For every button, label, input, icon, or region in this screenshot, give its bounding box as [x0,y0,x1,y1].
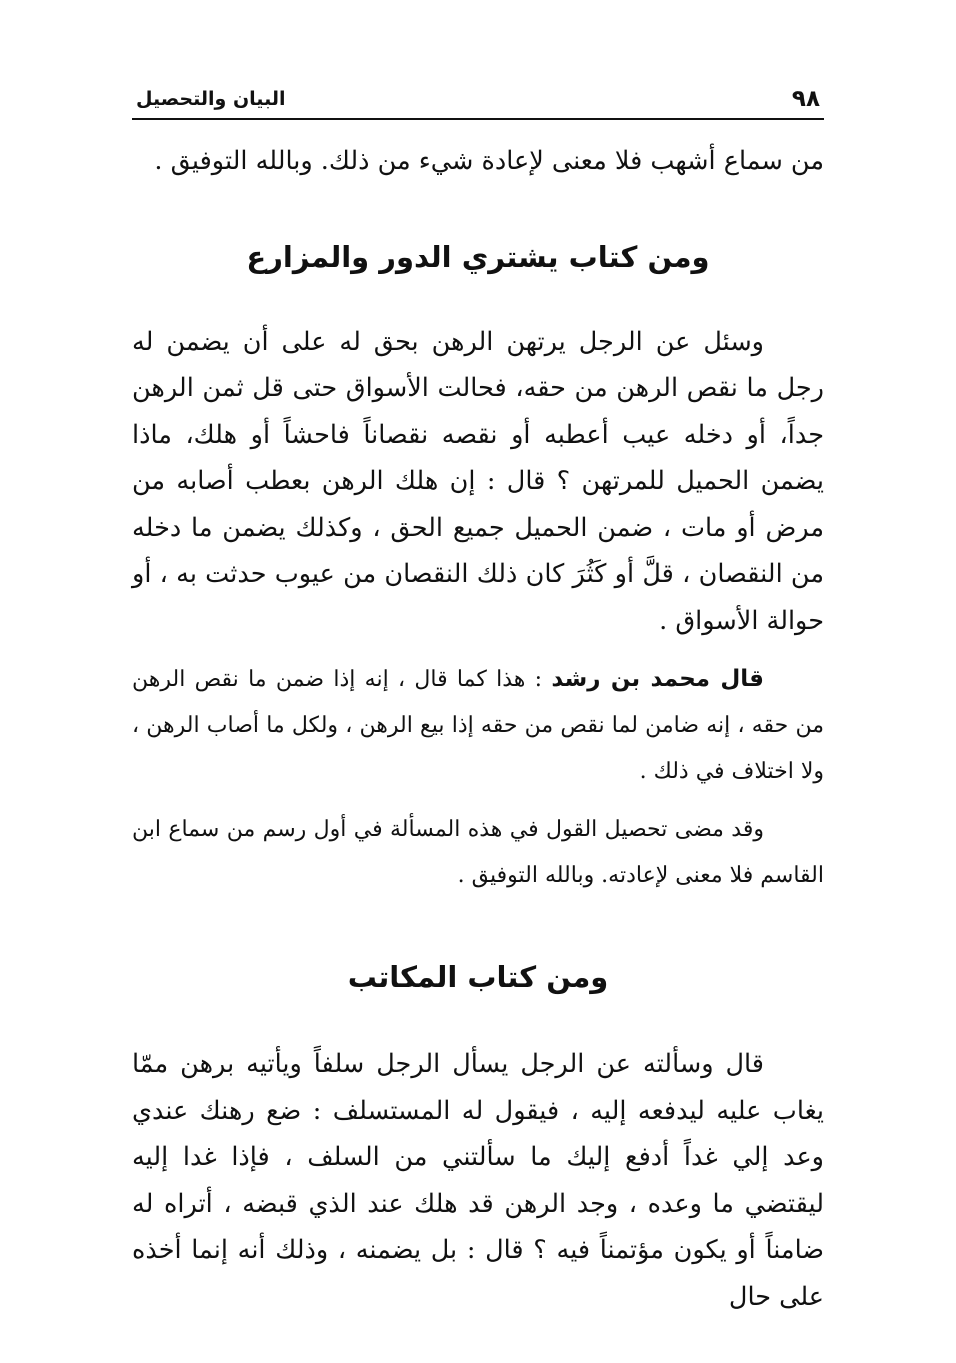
continuation-paragraph: من سماع أشهب فلا معنى لإعادة شيء من ذلك. وبالله التوفيق . [154,146,824,176]
section-heading-houses-farms: ومن كتاب يشتري الدور والمزارع [246,239,710,274]
closing-paragraph: وقد مضى تحصيل القول في هذه المسألة في أول رسم من سماع ابن القاسم فلا معنى لإعادته. وبالله التوفيق . [132,817,824,888]
commentary-speaker: قال محمد بن رشد [551,666,764,692]
commentary-text: : هذا كما قال ، إنه إذا ضمن ما نقص الرهن من حقه ، إنه ضامن لما نقص من حقه إذا بيع الرهن ، ولكل ما أصاب الرهن ، ولا اختلاف في ذلك . [132,667,824,784]
section-heading-mukatib: ومن كتاب المكاتب [347,960,609,994]
page-number: ٩٨ [791,86,820,112]
question-paragraph-2: قال وسألته عن الرجل يسأل الرجل سلفاً ويأتيه برهن ممّا يغاب عليه ليدفعه إليه ، فيقول له المستسلف : ضع رهنك عندي وعد إلي غداً أدفع إليك ما سألتني من السلف ، فإذا غدا إليه ليقتضي ما وعده ، وجد الرهن قد هلك عند الذي قبضه ، أتراه له ضامناً أو يكون مؤتمناً فيه ؟ قال : بل يضمنه ، وذلك أنه إنما أخذه على حال [132,1049,824,1312]
question-paragraph: وسئل عن الرجل يرتهن الرهن بحق له على أن يضمن له رجل ما نقص الرهن من حقه، فحالت الأسواق حتى قل ثمن الرهن جداً، أو دخله عيب أعطبه أو نقصه نقصاناً فاحشاً أو هلك، ماذا يضمن الحميل للمرتهن ؟ قال : إن هلك الرهن بعطب أصابه من مرض أو مات ، ضمن الحميل جميع الحق ، وكذلك يضمن ما دخله من النقصان ، قلَّ أو كَثُرَ كان ذلك النقصان من عيوب حدثت به ، أو حوالة الأسواق . [132,326,824,636]
running-header [132,84,824,120]
page-body [132,138,824,1320]
book-title: البيان والتحصيل [136,88,286,110]
commentary-paragraph [132,656,824,795]
